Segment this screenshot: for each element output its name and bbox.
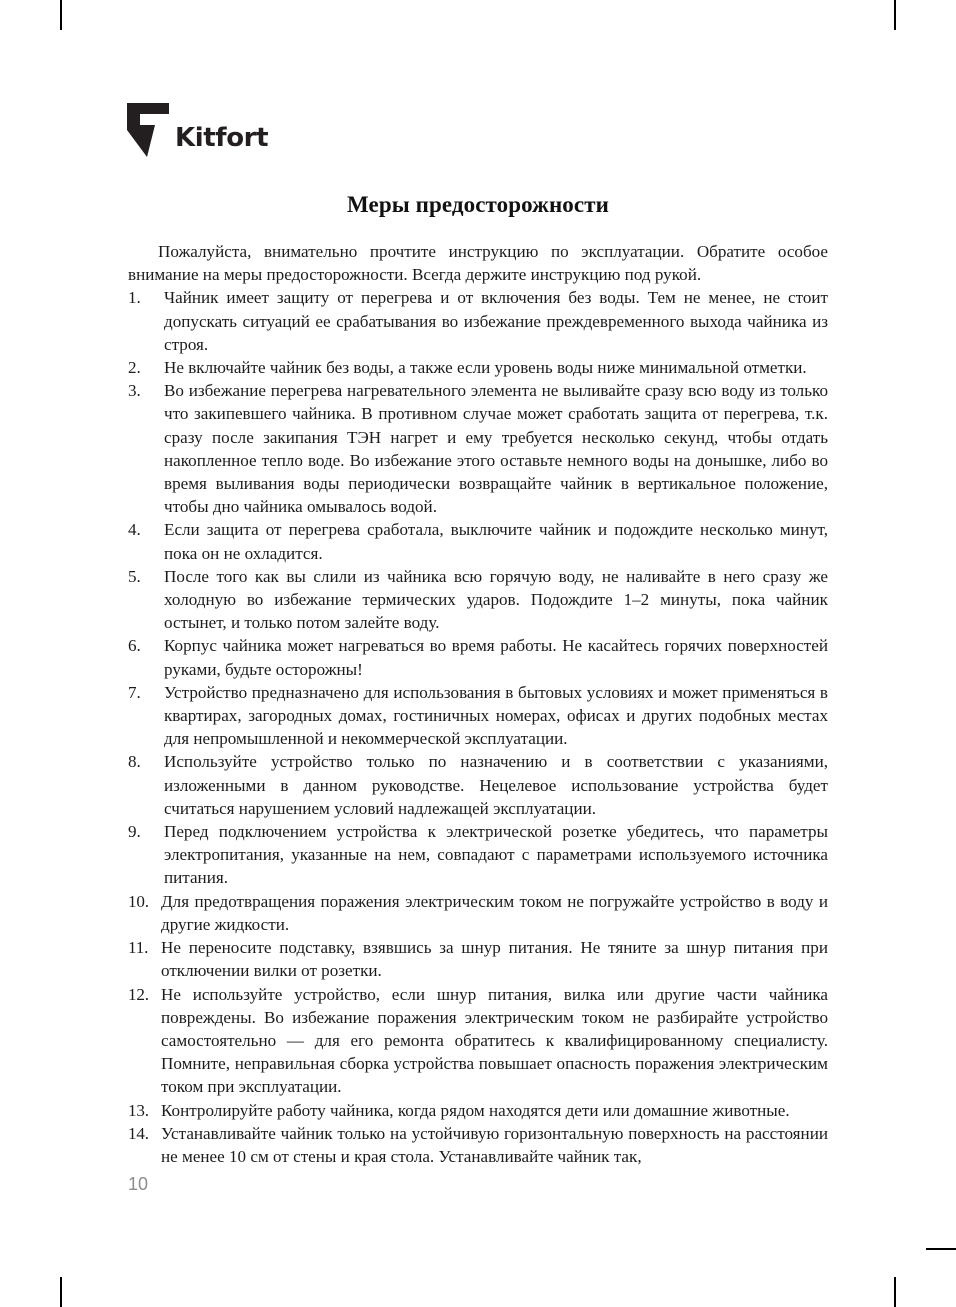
intro-paragraph: Пожалуйста, внимательно прочтите инструкцию по эксплуатации. Обратите особое внимание на меры предосторожности. Всегда держите инструкцию под рукой. — [128, 242, 828, 285]
kitfort-flag-icon — [127, 103, 169, 157]
page-title: Меры предосторожности — [347, 192, 609, 217]
crop-mark-bottom-right — [894, 1277, 896, 1307]
list-item: Во избежание перегрева нагревательного элемента не выливайте сразу всю воду из только что закипевшего чайника. В противном случае может сработать защита от перегрева, т.к. сразу после закипания ТЭН нагрет и ему требуется несколько секунд, чтобы отдать накопленное тепло воде. Во избежание этого оставьте немного воды на донышке, либо во время выливания воды периодически возвращайте чайник в вертикальное положение, чтобы дно чайника омывалось водой. — [164, 381, 828, 517]
list-item: Корпус чайника может нагреваться во время работы. Не касайтесь горячих поверхностей руками, будьте осторожны! — [164, 636, 828, 679]
list-item: Не используйте устройство, если шнур питания, вилка или другие части чайника повреждены. Во избежание поражения электрическим током не разбирайте устройство самостоятельно — для его ремонта обратитесь к квалифицированному специалисту. Помните, неправильная сборка устройства повышает опасность поражения электрическим током при эксплуатации. — [161, 984, 828, 1097]
list-item: Используйте устройство только по назначению и в соответствии с указаниями, изложенными в данном руководстве. Нецелевое использование устройства будет считаться нарушением условий надлежащей эксплуатации. — [164, 752, 828, 818]
list-item: Устанавливайте чайник только на устойчивую горизонтальную поверхность на расстоянии не менее 10 см от стены и края стола. Устанавливайте чайник так, — [161, 1123, 828, 1166]
list-item: Для предотвращения поражения электрическим током не погружайте устройство в воду и другие жидкости. — [161, 891, 828, 934]
crop-mark-top-right — [894, 0, 896, 30]
crop-mark-top-left — [60, 0, 62, 30]
list-item: Не включайте чайник без воды, а также если уровень воды ниже минимальной отметки. — [164, 358, 807, 378]
list-item: Если защита от перегрева сработала, выключите чайник и подождите несколько минут, пока он не охладится. — [164, 520, 828, 563]
list-item: Контролируйте работу чайника, когда рядом находятся дети или домашние животные. — [161, 1100, 790, 1120]
list-item: Устройство предназначено для использования в бытовых условиях и может применяться в квартирах, загородных домах, гостиничных номерах, офисах и других подобных местах для непромышленной и некоммерческой эксплуатации. — [164, 682, 828, 749]
brand-logo — [127, 103, 268, 157]
brand-name: Kitfort — [175, 123, 269, 153]
list-item: Не переносите подставку, взявшись за шнур питания. Не тяните за шнур питания при отключении вилки от розетки. — [161, 938, 828, 981]
crop-mark-right-edge — [926, 1248, 956, 1250]
list-item: Перед подключением устройства к электрической розетке убедитесь, что параметры электропитания, указанные на нем, совпадают с параметрами используемого источника питания. — [164, 822, 828, 888]
list-item: Чайник имеет защиту от перегрева и от включения без воды. Тем не менее, не стоит допускать ситуаций ее срабатывания во избежание преждевременного выхода чайника из строя. — [164, 288, 828, 354]
list-item: После того как вы слили из чайника всю горячую воду, не наливайте в него сразу же холодную во избежание термических ударов. Подождите 1–2 минуты, пока чайник остынет, и только потом залейте воду. — [164, 566, 828, 633]
body-content — [128, 240, 828, 1168]
crop-mark-bottom-left — [60, 1277, 62, 1307]
page-number: 10 — [128, 1174, 149, 1194]
safety-rules-list — [128, 286, 828, 1168]
